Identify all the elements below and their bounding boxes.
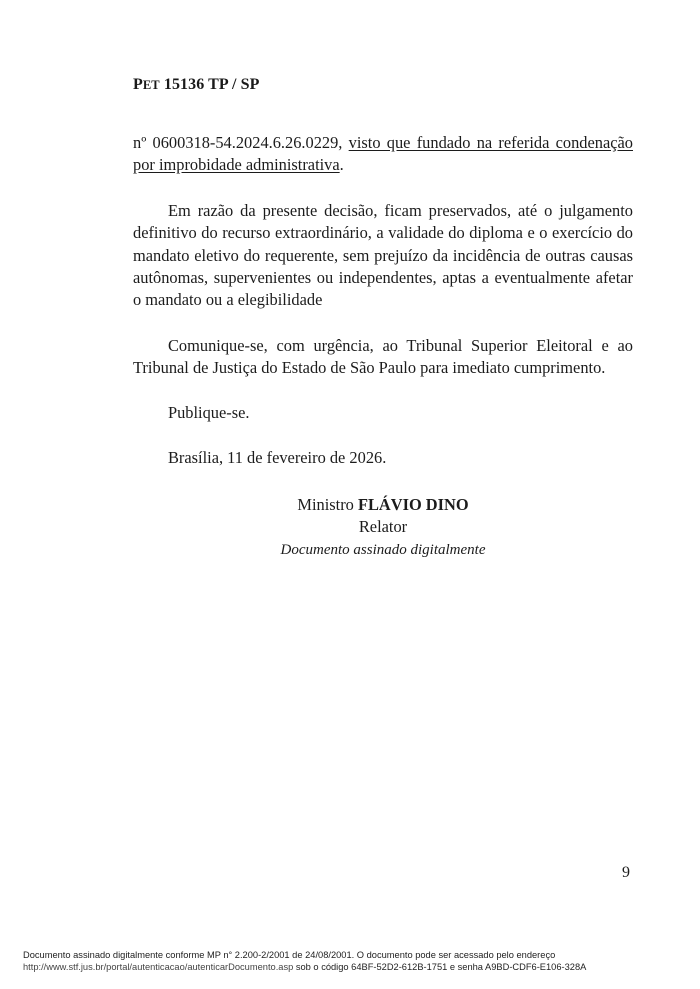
paragraph-end: . bbox=[339, 155, 344, 175]
paragraph-communication: Comunique-se, com urgência, ao Tribunal Superior Eleitoral e ao Tribunal de Justiça do Estado de São Paulo para imediato cumprimento. bbox=[133, 336, 633, 378]
footer-line-1: Documento assinado digitalmente conforme MP n° 2.200-2/2001 de 24/08/2001. O documento pode ser acessado pelo endereço bbox=[23, 950, 556, 960]
authentication-url[interactable]: http://www.stf.jus.br/portal/autenticacao/autenticarDocumento.asp bbox=[23, 962, 294, 972]
case-header-smallcaps: ET bbox=[142, 78, 160, 92]
case-header-initial: P bbox=[133, 76, 143, 93]
paragraph-decision-effects: Em razão da presente decisão, ficam preservados, até o julgamento definitivo do recurso extraordinário, a validade do diploma e o exercício do mandato eletivo do requerente, sem prejuízo da incidência de outras causas autônomas, supervenientes ou independentes, aptas a eventualmente afetar o mandato ou a elegibilidade bbox=[133, 201, 633, 310]
paragraph-publish: Publique-se. bbox=[168, 403, 250, 422]
case-number: 15136 TP / SP bbox=[159, 76, 260, 93]
case-header bbox=[133, 76, 260, 94]
footer-line-2 bbox=[23, 961, 683, 973]
date-line: Brasília, 11 de fevereiro de 2026. bbox=[168, 448, 387, 467]
page-number: 9 bbox=[622, 864, 630, 881]
underlined-text: visto que fundado na referida condenação por improbidade administrativa bbox=[133, 133, 633, 175]
signature-block bbox=[233, 494, 533, 561]
digital-signature-note: Documento assinado digitalmente bbox=[280, 541, 486, 558]
process-number: nº 0600318-54.2024.6.26.0229, bbox=[133, 133, 349, 152]
paragraph-continuation bbox=[133, 132, 633, 177]
signer-name: FLÁVIO DINO bbox=[357, 495, 469, 514]
signer-title: Ministro bbox=[297, 495, 358, 514]
authentication-code: sob o código 64BF-52D2-612B-1751 e senha A9BD-CDF6-E106-328A bbox=[293, 962, 587, 972]
authentication-footer bbox=[23, 949, 683, 973]
signer-line bbox=[233, 494, 533, 516]
signer-role: Relator bbox=[358, 517, 408, 537]
